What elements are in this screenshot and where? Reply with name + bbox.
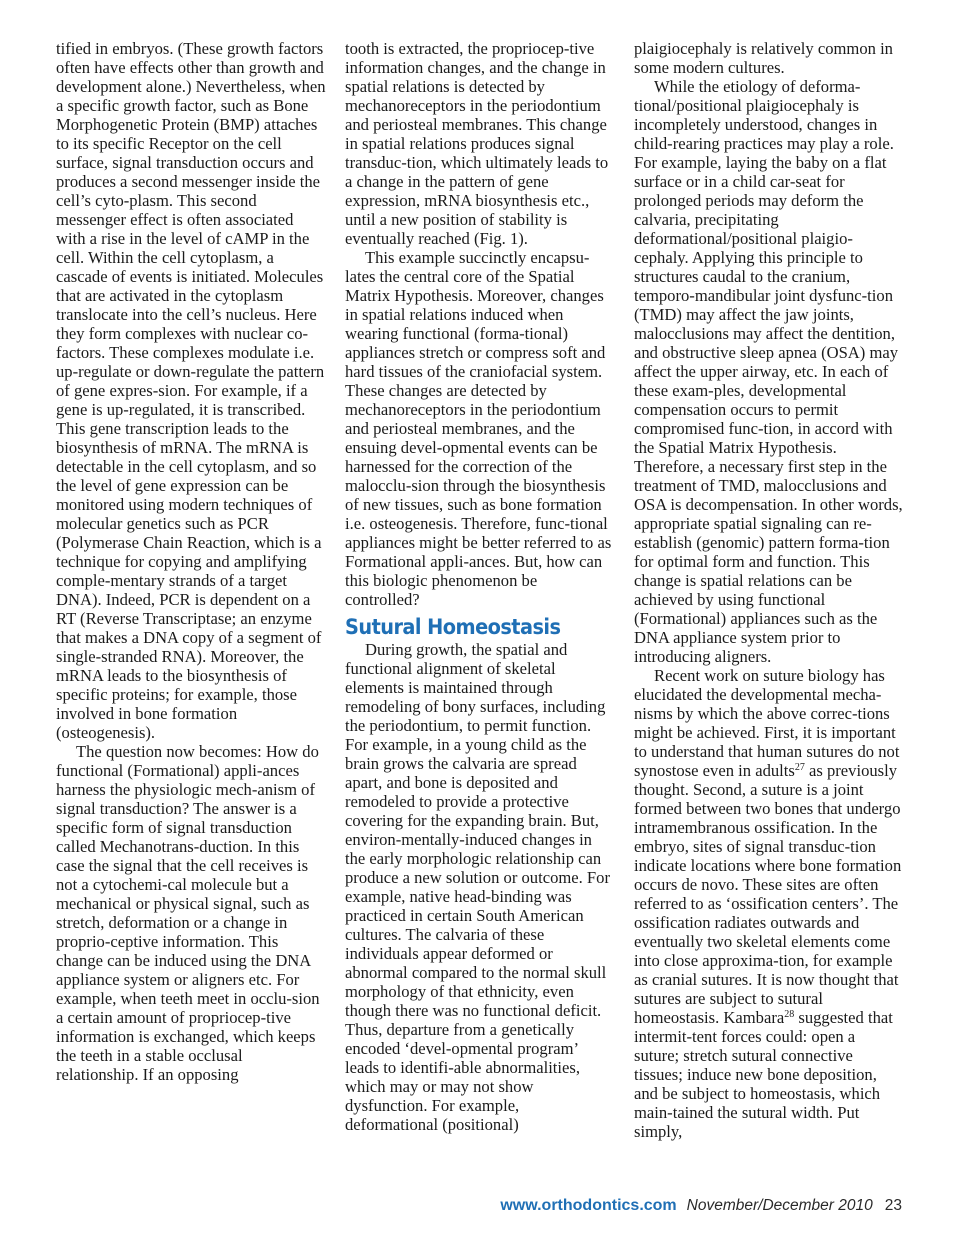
issue-date: November/December 2010	[686, 1197, 873, 1214]
page-footer	[500, 1197, 902, 1219]
paragraph: While the etiology of deforma-tional/positional plaigiocephaly is incompletely understood, changes in child-rearing practices may play a role. For example, laying the baby on a flat surface or in a child car-seat for prolonged periods may deform the calvaria, precipitating deformational/positional plaigio-cephaly. Applying this principle to structures caudal to the cranium, temporo-mandibular joint dysfunc-tion (TMD) may affect the jaw joints, malocclusions may affect the dentition, and obstructive sleep apnea (OSA) may affect the upper airway, etc. In each of these exam-ples, developmental compensation occurs to permit compromised func-tion, in accord with the Spatial Matrix Hypothesis. Therefore, a necessary first step in the treatment of TMD, malocclusions and OSA is decompensation. In other words, appropriate spatial signaling can re-establish (genomic) pattern forma-tion for optimal form and function. This change is spatial relations can be achieved by using functional (Formational) appliances such as the DNA appliance system prior to introducing aligners.	[634, 77, 903, 666]
paragraph: This example succinctly encapsu-lates the central core of the Spatial Matrix Hypothesis. Moreover, changes in spatial relations induced when wearing functional (forma-tional) appliances stretch or compress soft and hard tissues of the craniofacial system. These changes are detected by mechanoreceptors in the periodontium and periosteal membranes, and the ensuing devel-opmental events can be harnessed for the correction of the malocclu-sion through the biosynthesis of new tissues, such as bone formation i.e. osteogenesis. Therefore, func-tional appliances might be better referred to as Formational appli-ances. But, how can this biologic phenomenon be controlled?	[345, 248, 612, 609]
website-link[interactable]: www.orthodontics.com	[500, 1197, 677, 1214]
reference-superscript: 27	[794, 762, 805, 773]
paragraph: tooth is extracted, the propriocep-tive information changes, and the change in spatial relations is detected by mechanoreceptors in the periodontium and periosteal membranes. This change in spatial relations produces signal transduc-tion, which ultimately leads to a change in the pattern of gene expression, mRNA biosynthesis etc., until a new position of stability is eventually reached (Fig. 1).	[345, 39, 609, 248]
paragraph: tified in embryos. (These growth factors often have effects other than growth and development alone.) Nevertheless, when a specific growth factor, such as Bone Morphogenetic Protein (BMP) attaches to its specific Receptor on the cell surface, signal transduction occurs and produces a second messenger inside the cell’s cyto-plasm. This second messenger effect is often associated with a rise in the level of cAMP in the cell. Within the cell cytoplasm, a cascade of events is initiated. Molecules that are activated in the cytoplasm translocate into the cell’s nucleus. Here they form complexes with nuclear co-factors. These complexes modulate i.e. up-regulate or down-regulate the pattern of gene expres-sion. For example, if a gene is up-regulated, it is transcribed. This gene transcription leads to the biosynthesis of mRNA. The mRNA is detectable in the cell cytoplasm, and so the level of gene expression can be monitored using modern techniques of molecular genetics such as PCR (Polymerase Chain Reaction, which is a technique for copying and amplifying comple-mentary strands of a target DNA). Indeed, PCR is dependent on a RT (Reverse Transcriptase; an enzyme that makes a DNA copy of a segment of single-stranded RNA). Moreover, the mRNA leads to the biosynthesis of specific proteins; for example, those involved in bone formation (osteogenesis).	[56, 39, 326, 742]
paragraph-text: as previously thought. Second, a suture is a joint formed between two bones that undergo intramembranous ossification. In the embryo, sites of signal transduc-tion indicate locations where bone formation occurs de novo. These sites are often referred to as ‘ossification centers’. The ossification radiates outwards and eventually two skeletal elements come into close approxima-tion, for example as cranial sutures. It is now thought that sutures are subject to sutural homeostasis. Kambara	[634, 761, 902, 1027]
text-column-3	[634, 39, 904, 1141]
text-column-1	[56, 39, 326, 1084]
paragraph: plaigiocephaly is relatively common in some modern cultures.	[634, 39, 893, 77]
reference-superscript: 28	[784, 1009, 795, 1020]
page-number: 23	[884, 1197, 902, 1214]
paragraph-text: Recent work on suture biology has elucidated the developmental mecha-nisms by which the above correc-tions might be achieved. First, it is important to understand that human sutures do not synostose even in adults	[634, 666, 900, 780]
paragraph: During growth, the spatial and functional alignment of skeletal elements is maintained through remodeling of bony surfaces, including the periodontium, to permit function. For example, in a young child as the brain grows the calvaria are spread apart, and bone is deposited and remodeled to provide a protective covering for the expanding brain. But, environ-mentally-induced changes in the early morphologic relationship can produce a new solution or outcome. For example, native head-binding was practiced in certain South American cultures. The calvaria of these individuals appear deformed or abnormal compared to the normal skull morphology of that ethnicity, even though there was no functional deficit. Thus, departure from a genetically encoded ‘devel-opmental program’ leads to identifi-able abnormalities, which may or may not show dysfunction. For example, deformational (positional)	[345, 640, 610, 1134]
section-heading: Sutural Homeostasis	[345, 615, 561, 639]
paragraph-text: suggested that intermit-tent forces could: open a suture; stretch sutural connective tissues; induce new bone deposition, and be subject to homeostasis, which main-tained the sutural width. Put simply,	[634, 1008, 893, 1141]
text-column-2	[345, 39, 615, 1134]
paragraph: The question now becomes: How do functional (Formational) appli-ances harness the physiologic mech-anism of signal transduction? The answer is a specific form of signal transduction called Mechanotrans-duction. In this case the signal that the cell receives is not a cytochemi-cal molecule but a mechanical or physical signal, such as stretch, deformation or a change in proprio-ceptive information. This change can be induced using the DNA appliance system or aligners etc. For example, when teeth meet in occlu-sion a certain amount of propriocep-tive information is exchanged, which keeps the teeth in a stable occlusal relationship. If an opposing	[56, 742, 320, 1084]
paragraph	[634, 666, 904, 1141]
